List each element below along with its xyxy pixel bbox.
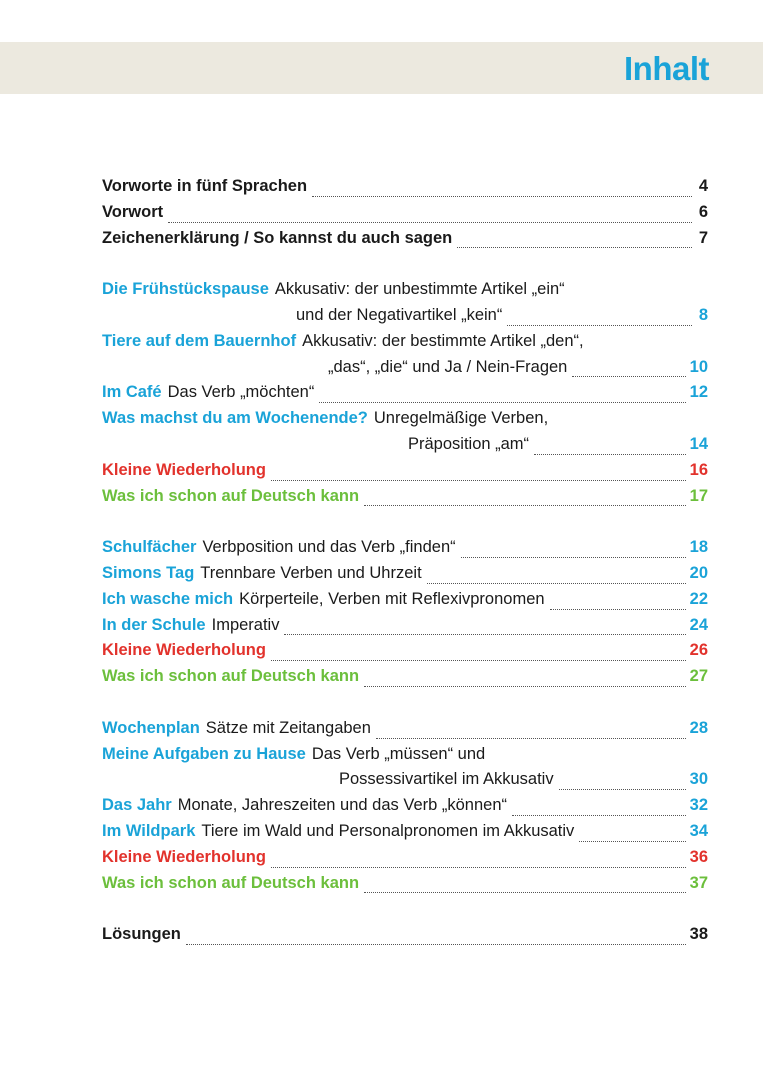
leader-dots [364, 891, 686, 893]
toc-entry-wochenende[interactable] [102, 409, 708, 435]
leader-dots [550, 608, 686, 610]
toc-title: Kleine Wiederholung [102, 460, 266, 479]
toc-entry-tiere[interactable] [102, 332, 708, 358]
toc-subtitle: Trennbare Verben und Uhrzeit [200, 563, 422, 582]
toc-page: 8 [698, 305, 708, 324]
toc-subtitle: Monate, Jahreszeiten und das Verb „können“ [177, 796, 508, 815]
leader-dots [364, 504, 686, 506]
toc-entry-wochenende-cont[interactable] [102, 435, 708, 461]
toc-title: Meine Aufgaben zu Hause [102, 744, 306, 763]
leader-dots [427, 582, 686, 584]
toc-subtitle: Körperteile, Verben mit Reflexivpronomen [239, 589, 545, 608]
toc-subtitle: „das“, „die“ und Ja / Nein-Fragen [328, 357, 568, 376]
toc-page: 16 [689, 460, 708, 479]
toc-page: 18 [689, 538, 708, 557]
leader-dots [271, 866, 686, 868]
leader-dots [284, 633, 685, 635]
toc-subtitle: Sätze mit Zeitangaben [205, 718, 371, 737]
toc-entry-kann-1[interactable] [102, 487, 708, 513]
toc-subtitle: Imperativ [211, 615, 280, 634]
toc-entry-ich-wasche-mich[interactable] [102, 590, 708, 616]
toc-subtitle: Possessivartikel im Akkusativ [339, 770, 554, 789]
toc-page: 14 [689, 434, 708, 453]
toc-page: 38 [689, 925, 708, 944]
toc-page: 24 [689, 615, 708, 634]
toc-entry-wiederholung-1[interactable] [102, 461, 708, 487]
leader-dots [507, 324, 692, 326]
leader-dots [512, 814, 686, 816]
toc-entry-vorwort[interactable] [102, 203, 708, 229]
toc-entry-aufgaben[interactable] [102, 745, 708, 771]
toc-entry-aufgaben-cont[interactable] [102, 770, 708, 796]
toc-entry-kann-2[interactable] [102, 667, 708, 693]
section-gap [102, 899, 708, 925]
toc-entry-zeichenerklaerung[interactable] [102, 229, 708, 255]
toc-page: 22 [689, 589, 708, 608]
toc-title: Was ich schon auf Deutsch kann [102, 873, 360, 892]
toc-page: 28 [689, 718, 708, 737]
section-gap [102, 693, 708, 719]
toc-page: 36 [689, 847, 708, 866]
leader-dots [271, 659, 686, 661]
toc-title: Schulfächer [102, 538, 197, 557]
toc-subtitle: Das Verb „möchten“ [167, 383, 315, 402]
toc-entry-loesungen[interactable] [102, 925, 708, 951]
toc-entry-wiederholung-2[interactable] [102, 641, 708, 667]
toc-entry-schulfaecher[interactable] [102, 538, 708, 564]
toc-entry-kann-3[interactable] [102, 874, 708, 900]
toc-entry-tiere-cont[interactable] [102, 358, 708, 384]
leader-dots [457, 246, 692, 248]
toc-subtitle: und der Negativartikel „kein“ [296, 305, 503, 324]
toc-title: Die Frühstückspause [102, 280, 269, 299]
toc-entry-simons-tag[interactable] [102, 564, 708, 590]
page-title: Inhalt [624, 50, 709, 87]
toc-entry-wildpark[interactable] [102, 822, 708, 848]
toc-title: In der Schule [102, 615, 206, 634]
toc-entry-das-jahr[interactable] [102, 796, 708, 822]
toc-subtitle: Das Verb „müssen“ und [311, 744, 486, 763]
toc-title: Im Café [102, 383, 162, 402]
toc-entry-fruehstueckspause-cont[interactable] [102, 306, 708, 332]
toc-title: Im Wildpark [102, 821, 196, 840]
toc-page: 10 [689, 357, 708, 376]
toc-title: Was ich schon auf Deutsch kann [102, 667, 360, 686]
section-gap [102, 254, 708, 280]
toc-page: 37 [689, 873, 708, 892]
toc-entry-vorworte[interactable] [102, 177, 708, 203]
toc-entry-cafe[interactable] [102, 383, 708, 409]
table-of-contents [102, 177, 708, 951]
leader-dots [168, 221, 692, 223]
toc-subtitle: Tiere im Wald und Personalpronomen im Akkusativ [201, 821, 575, 840]
toc-page: 12 [689, 383, 708, 402]
section-gap [102, 512, 708, 538]
toc-page: 17 [689, 486, 708, 505]
toc-entry-in-der-schule[interactable] [102, 616, 708, 642]
toc-title: Vorwort [102, 202, 164, 221]
toc-page: 34 [689, 821, 708, 840]
toc-entry-fruehstueckspause[interactable] [102, 280, 708, 306]
toc-subtitle: Verbposition und das Verb „finden“ [202, 538, 456, 557]
toc-subtitle: Akkusativ: der bestimmte Artikel „den“, [302, 331, 584, 350]
toc-title: Das Jahr [102, 796, 172, 815]
toc-title: Zeichenerklärung / So kannst du auch sagen [102, 228, 453, 247]
toc-title: Ich wasche mich [102, 589, 234, 608]
leader-dots [319, 401, 685, 403]
toc-title: Lösungen [102, 925, 181, 944]
header-bar [0, 42, 763, 94]
leader-dots [312, 195, 692, 197]
leader-dots [461, 556, 686, 558]
toc-title: Simons Tag [102, 563, 195, 582]
leader-dots [559, 788, 686, 790]
toc-title: Vorworte in fünf Sprachen [102, 177, 308, 195]
toc-title: Kleine Wiederholung [102, 847, 266, 866]
leader-dots [572, 375, 685, 377]
toc-page: 7 [698, 228, 708, 247]
toc-page: 27 [689, 667, 708, 686]
leader-dots [186, 943, 686, 945]
toc-subtitle: Präposition „am“ [408, 434, 530, 453]
leader-dots [376, 737, 686, 739]
toc-title: Was machst du am Wochenende? [102, 409, 368, 428]
toc-title: Wochenplan [102, 718, 200, 737]
leader-dots [364, 685, 686, 687]
leader-dots [534, 453, 686, 455]
toc-title: Tiere auf dem Bauernhof [102, 331, 297, 350]
toc-page: 26 [689, 641, 708, 660]
toc-page: 30 [689, 770, 708, 789]
leader-dots [579, 840, 685, 842]
toc-page: 4 [698, 177, 708, 195]
toc-page: 6 [698, 202, 708, 221]
leader-dots [271, 479, 686, 481]
toc-entry-wochenplan[interactable] [102, 719, 708, 745]
toc-page: 32 [689, 796, 708, 815]
toc-title: Was ich schon auf Deutsch kann [102, 486, 360, 505]
toc-subtitle: Unregelmäßige Verben, [373, 409, 549, 428]
toc-subtitle: Akkusativ: der unbestimmte Artikel „ein“ [274, 280, 565, 299]
toc-title: Kleine Wiederholung [102, 641, 266, 660]
toc-page: 20 [689, 563, 708, 582]
toc-entry-wiederholung-3[interactable] [102, 848, 708, 874]
